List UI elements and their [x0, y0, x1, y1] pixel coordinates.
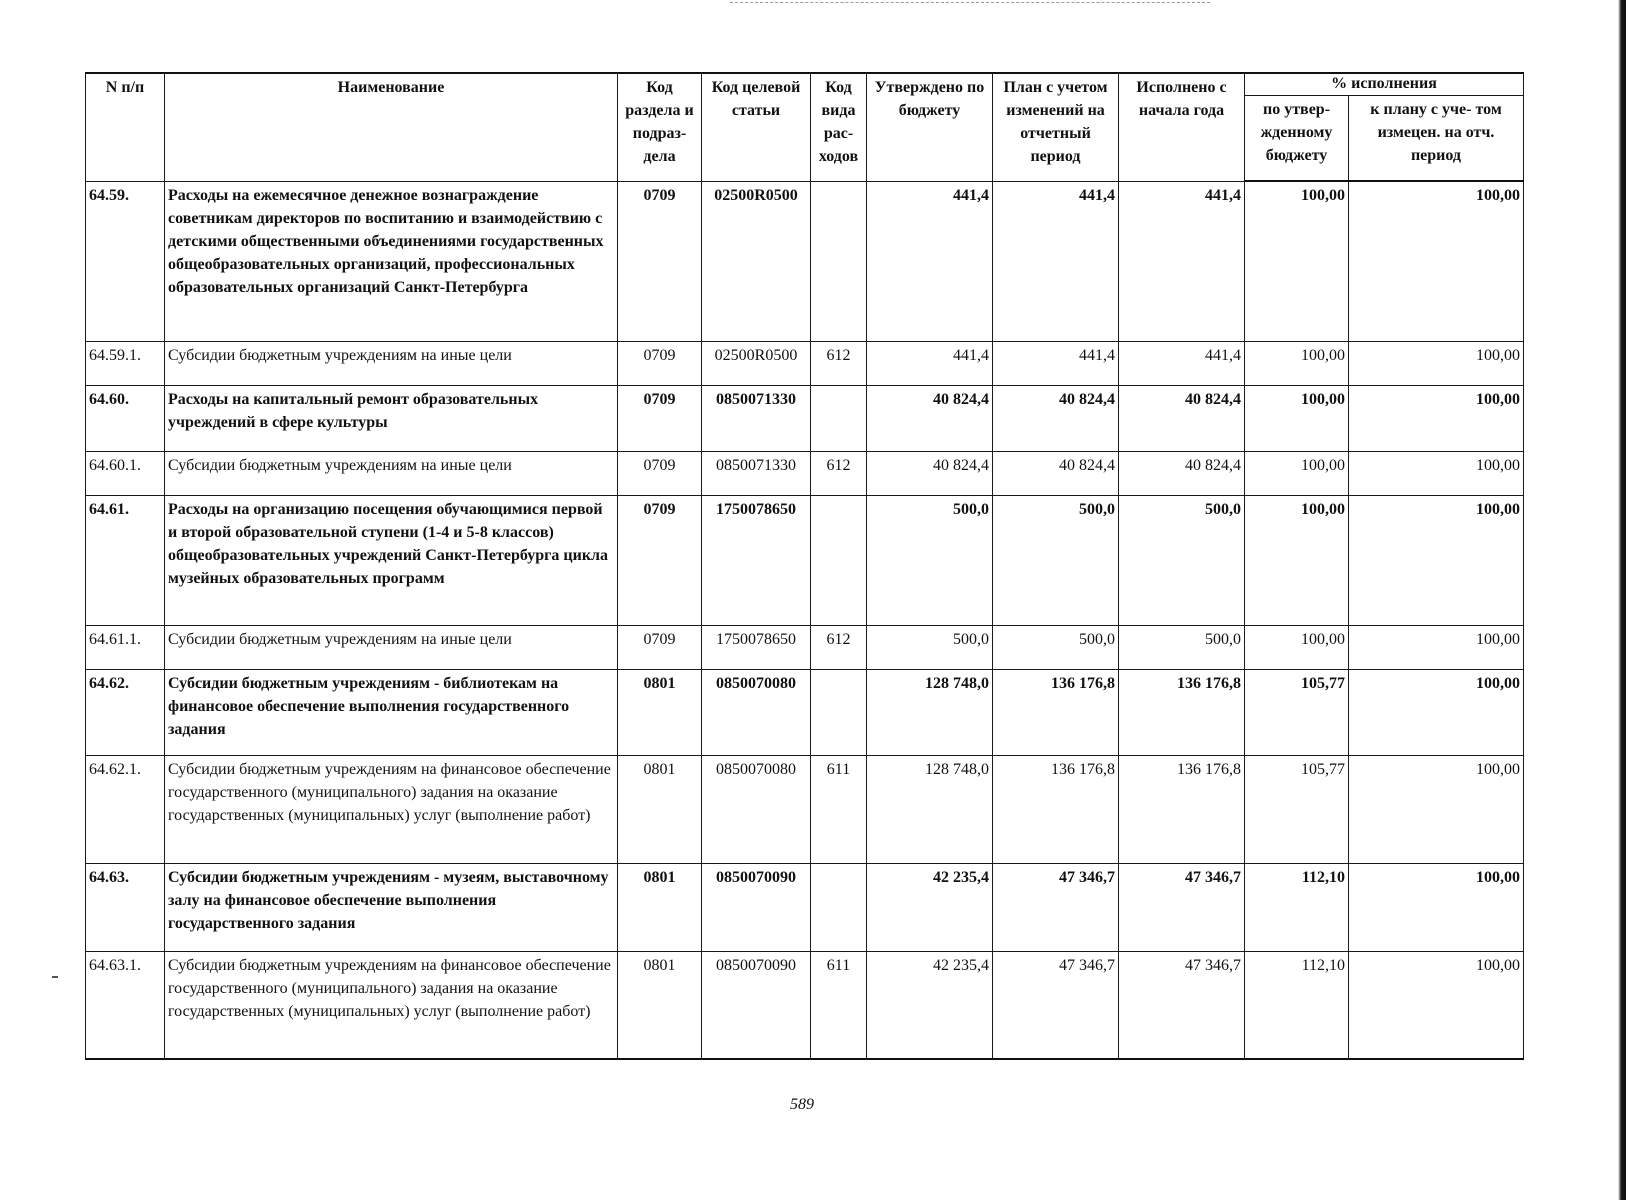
row-plan: 136 176,8: [993, 669, 1119, 755]
row-executed: 500,0: [1119, 495, 1245, 625]
row-target-code: 0850070090: [702, 951, 811, 1059]
row-section-code: 0709: [618, 451, 702, 495]
row-target-code: 0850070090: [702, 863, 811, 951]
header-num: N п/п: [86, 73, 165, 181]
row-approved: 40 824,4: [867, 451, 993, 495]
row-target-code: 1750078650: [702, 495, 811, 625]
row-approved: 42 235,4: [867, 951, 993, 1059]
row-name: Субсидии бюджетным учреждениям на финансовое обеспечение государственного (муниципального) задания на оказание государственных (муниципальных) услуг (выполнение работ): [165, 755, 618, 863]
table-row: [86, 669, 1524, 755]
row-pct-budget: 112,10: [1245, 863, 1349, 951]
header-approved: Утверждено по бюджету: [867, 73, 993, 181]
row-name: Субсидии бюджетным учреждениям на финансовое обеспечение государственного (муниципального) задания на оказание государственных (муниципальных) услуг (выполнение работ): [165, 951, 618, 1059]
row-approved: 128 748,0: [867, 669, 993, 755]
row-section-code: 0709: [618, 625, 702, 669]
row-approved: 40 824,4: [867, 385, 993, 451]
row-pct-plan: 100,00: [1349, 385, 1524, 451]
row-target-code: 0850071330: [702, 451, 811, 495]
row-target-code: 02500R0500: [702, 181, 811, 341]
row-section-code: 0709: [618, 495, 702, 625]
row-executed: 47 346,7: [1119, 863, 1245, 951]
row-pct-budget: 105,77: [1245, 755, 1349, 863]
row-name: Расходы на капитальный ремонт образовательных учреждений в сфере культуры: [165, 385, 618, 451]
row-number: 64.59.1.: [86, 341, 165, 385]
row-pct-budget: 105,77: [1245, 669, 1349, 755]
row-executed: 136 176,8: [1119, 669, 1245, 755]
row-target-code: 0850070080: [702, 669, 811, 755]
row-pct-plan: 100,00: [1349, 755, 1524, 863]
row-expense-code: [811, 669, 867, 755]
table-row: [86, 755, 1524, 863]
header-pct-group: % исполнения: [1245, 73, 1524, 95]
row-plan: 47 346,7: [993, 951, 1119, 1059]
row-pct-plan: 100,00: [1349, 863, 1524, 951]
row-name: Субсидии бюджетным учреждениям на иные цели: [165, 625, 618, 669]
row-plan: 40 824,4: [993, 451, 1119, 495]
row-number: 64.62.: [86, 669, 165, 755]
row-executed: 40 824,4: [1119, 451, 1245, 495]
row-executed: 40 824,4: [1119, 385, 1245, 451]
table-row: [86, 625, 1524, 669]
row-plan: 136 176,8: [993, 755, 1119, 863]
table-row: [86, 181, 1524, 341]
header-plan: План с учетом изменений на отчетный период: [993, 73, 1119, 181]
row-number: 64.60.1.: [86, 451, 165, 495]
row-target-code: 0850070080: [702, 755, 811, 863]
row-approved: 42 235,4: [867, 863, 993, 951]
table-row: [86, 863, 1524, 951]
row-section-code: 0709: [618, 341, 702, 385]
row-target-code: 1750078650: [702, 625, 811, 669]
row-pct-plan: 100,00: [1349, 625, 1524, 669]
row-pct-budget: 100,00: [1245, 451, 1349, 495]
row-pct-plan: 100,00: [1349, 451, 1524, 495]
row-approved: 441,4: [867, 181, 993, 341]
row-pct-plan: 100,00: [1349, 951, 1524, 1059]
table-row: [86, 951, 1524, 1059]
table-body: [86, 181, 1524, 1059]
scan-artifact-right-edge: [1618, 0, 1626, 1200]
row-number: 64.61.: [86, 495, 165, 625]
row-executed: 441,4: [1119, 341, 1245, 385]
row-pct-plan: 100,00: [1349, 495, 1524, 625]
row-name: Субсидии бюджетным учреждениям на иные цели: [165, 451, 618, 495]
row-section-code: 0709: [618, 385, 702, 451]
row-section-code: 0801: [618, 863, 702, 951]
row-target-code: 0850071330: [702, 385, 811, 451]
row-target-code: 02500R0500: [702, 341, 811, 385]
table-row: [86, 451, 1524, 495]
row-expense-code: [811, 863, 867, 951]
header-pct-budget: по утвер- жденному бюджету: [1245, 95, 1349, 181]
row-expense-code: 612: [811, 625, 867, 669]
header-expense-code: Код вида рас- ходов: [811, 73, 867, 181]
header-section-code: Код раздела и подраз- дела: [618, 73, 702, 181]
row-name: Расходы на ежемесячное денежное вознаграждение советникам директоров по воспитанию и взаимодействию с детскими общественными объединениями государственных общеобразовательных организаций, профессиональных образовательных организаций Санкт-Петербурга: [165, 181, 618, 341]
table-row: [86, 341, 1524, 385]
row-name: Расходы на организацию посещения обучающимися первой и второй образовательной ступени (1-4 и 5-8 классов) общеобразовательных учреждений Санкт-Петербурга цикла музейных образовательных программ: [165, 495, 618, 625]
row-plan: 441,4: [993, 341, 1119, 385]
row-pct-budget: 100,00: [1245, 385, 1349, 451]
row-name: Субсидии бюджетным учреждениям на иные цели: [165, 341, 618, 385]
row-expense-code: 612: [811, 451, 867, 495]
scan-artifact-top-line: [730, 2, 1210, 3]
row-pct-budget: 112,10: [1245, 951, 1349, 1059]
row-plan: 47 346,7: [993, 863, 1119, 951]
row-number: 64.63.1.: [86, 951, 165, 1059]
header-pct-plan: к плану с уче- том измецен. на отч. период: [1349, 95, 1524, 181]
table-header: [86, 73, 1524, 181]
row-approved: 441,4: [867, 341, 993, 385]
row-section-code: 0709: [618, 181, 702, 341]
row-executed: 441,4: [1119, 181, 1245, 341]
row-pct-budget: 100,00: [1245, 181, 1349, 341]
row-pct-budget: 100,00: [1245, 625, 1349, 669]
row-executed: 500,0: [1119, 625, 1245, 669]
header-name: Наименование: [165, 73, 618, 181]
row-expense-code: [811, 385, 867, 451]
row-approved: 500,0: [867, 495, 993, 625]
row-expense-code: [811, 495, 867, 625]
row-section-code: 0801: [618, 755, 702, 863]
row-expense-code: 611: [811, 755, 867, 863]
row-executed: 47 346,7: [1119, 951, 1245, 1059]
row-pct-plan: 100,00: [1349, 341, 1524, 385]
row-plan: 441,4: [993, 181, 1119, 341]
row-expense-code: [811, 181, 867, 341]
row-pct-plan: 100,00: [1349, 181, 1524, 341]
row-plan: 40 824,4: [993, 385, 1119, 451]
scan-artifact-mark: [52, 976, 58, 978]
row-number: 64.61.1.: [86, 625, 165, 669]
row-section-code: 0801: [618, 951, 702, 1059]
row-name: Субсидии бюджетным учреждениям - библиотекам на финансовое обеспечение выполнения государственного задания: [165, 669, 618, 755]
row-number: 64.59.: [86, 181, 165, 341]
budget-execution-table: [85, 72, 1524, 1060]
row-number: 64.62.1.: [86, 755, 165, 863]
table-row: [86, 495, 1524, 625]
row-plan: 500,0: [993, 625, 1119, 669]
row-section-code: 0801: [618, 669, 702, 755]
row-expense-code: 612: [811, 341, 867, 385]
row-pct-budget: 100,00: [1245, 341, 1349, 385]
row-executed: 136 176,8: [1119, 755, 1245, 863]
page-number: 589: [790, 1096, 814, 1113]
row-plan: 500,0: [993, 495, 1119, 625]
row-pct-budget: 100,00: [1245, 495, 1349, 625]
header-target-code: Код целевой статьи: [702, 73, 811, 181]
row-approved: 128 748,0: [867, 755, 993, 863]
row-expense-code: 611: [811, 951, 867, 1059]
table-row: [86, 385, 1524, 451]
row-name: Субсидии бюджетным учреждениям - музеям, выставочному залу на финансовое обеспечение выполнения государственного задания: [165, 863, 618, 951]
header-executed: Исполнено с начала года: [1119, 73, 1245, 181]
row-pct-plan: 100,00: [1349, 669, 1524, 755]
row-number: 64.63.: [86, 863, 165, 951]
row-approved: 500,0: [867, 625, 993, 669]
row-number: 64.60.: [86, 385, 165, 451]
